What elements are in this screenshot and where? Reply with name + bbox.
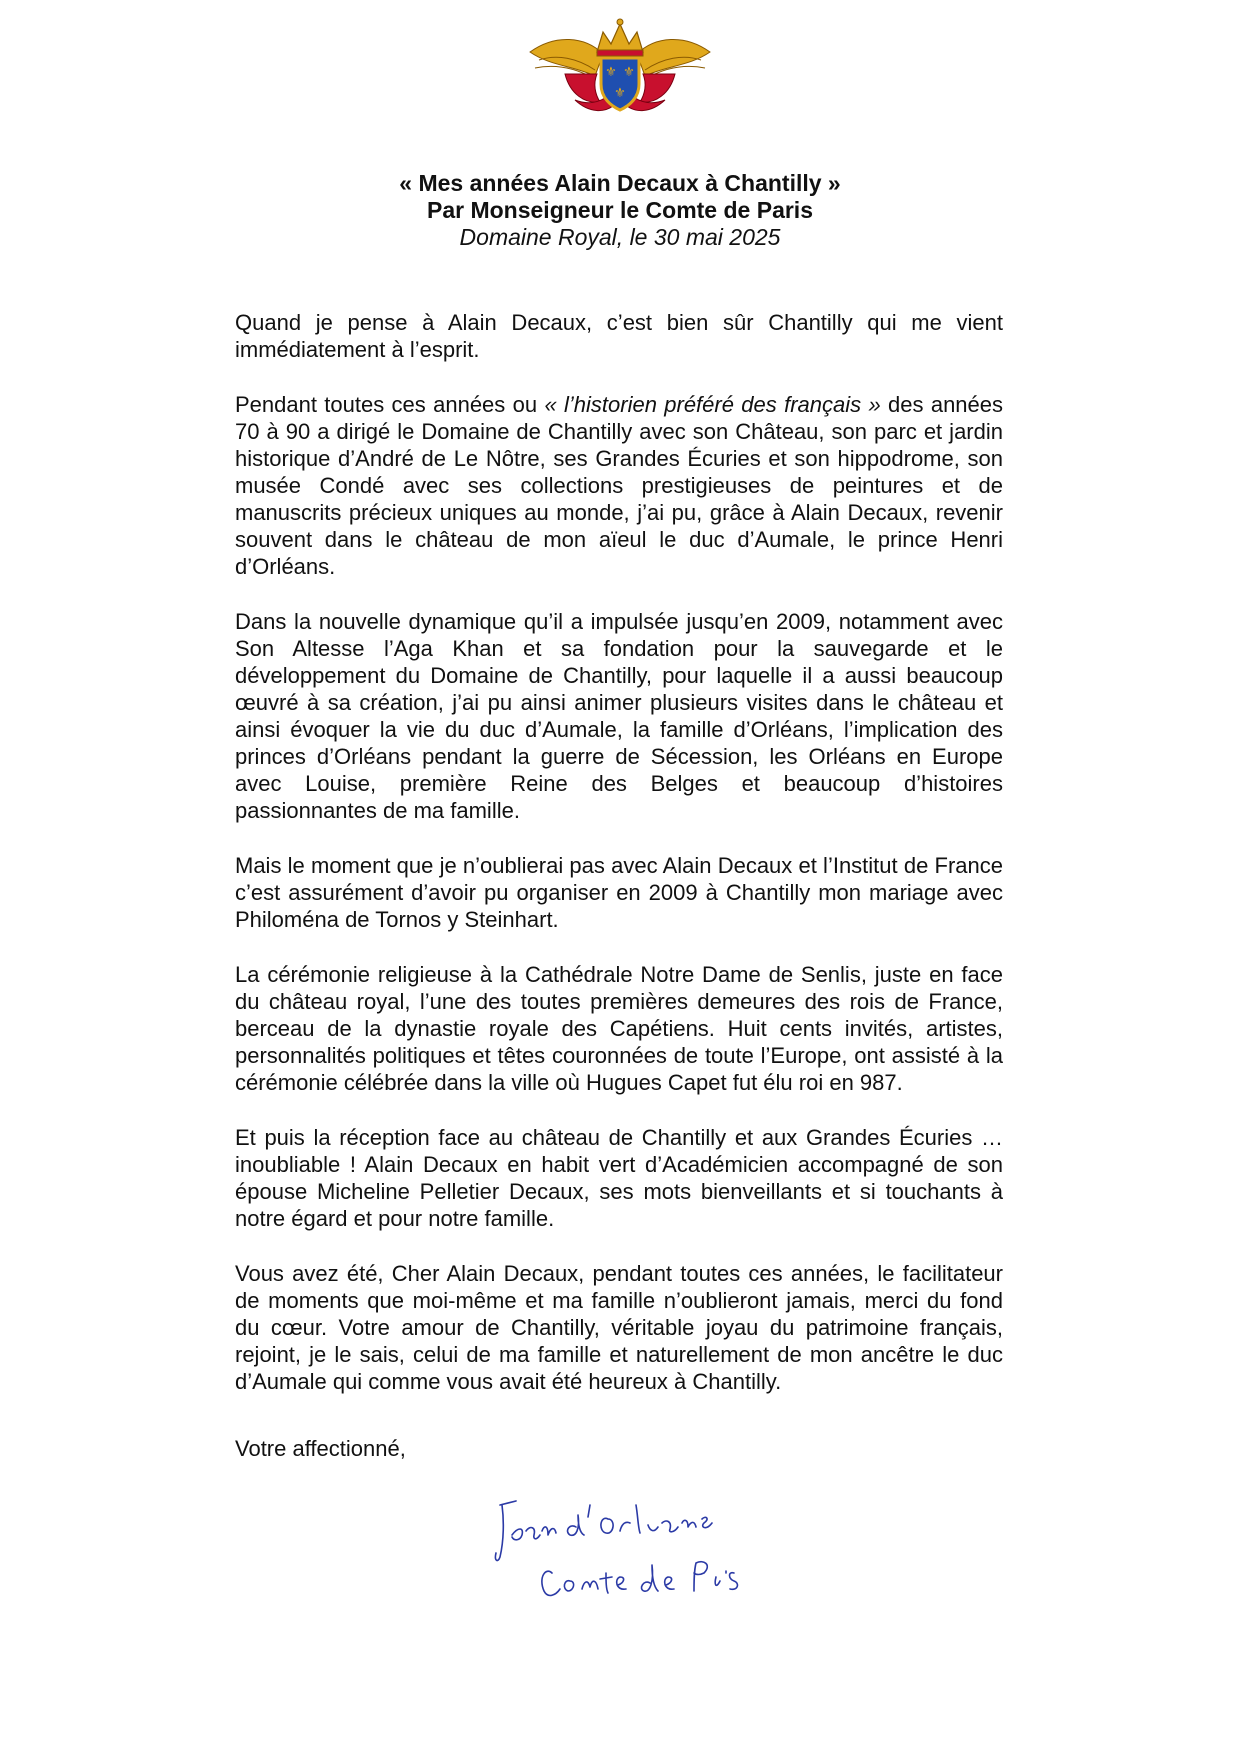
paragraph-3: Dans la nouvelle dynamique qu’il a impulsée jusqu’en 2009, notamment avec Son Altesse l’Aga Khan et sa fondation pour la sauvegarde et le développement du Domaine de Chantilly, pour laquelle il a aussi beaucoup œuvré à sa création, j’ai pu ainsi animer plusieurs visites dans le château et ainsi évoquer la vie du duc d’Aumale, la famille d’Orléans, l’implication des princes d’Orléans pendant la guerre de Sécession, les Orléans en Europe avec Louise, première Reine des Belges et beaucoup d’histoires passionnantes de ma famille. xyxy=(235,609,1003,823)
handwritten-signature xyxy=(490,1465,770,1615)
paragraph-2-text-end: des années 70 à 90 a dirigé le Domaine de Chantilly avec son Château, son parc et jardin historique d’André de Le Nôtre, ses Grandes Écuries et son hippodrome, son musée Condé avec ses collections prestigieuses de peintures et de manuscrits précieux uniques au monde, j’ai pu, grâce à Alain Decaux, revenir souvent dans le château de mon aïeul le duc d’Aumale, le prince Henri d’Orléans. xyxy=(235,392,1004,579)
historian-quote: « l’historien préféré des français » xyxy=(544,392,881,417)
letter-title: « Mes années Alain Decaux à Chantilly » xyxy=(399,170,841,196)
paragraph-4: Mais le moment que je n’oublierai pas avec Alain Decaux et l’Institut de France c’est assurément d’avoir pu organiser en 2009 à Chantilly mon mariage avec Philoména de Tornos y Steinhart. xyxy=(235,853,1003,932)
letter-header xyxy=(0,170,1240,251)
royal-coat-of-arms-icon xyxy=(525,14,715,119)
svg-text:⚜: ⚜ xyxy=(614,86,626,101)
paragraph-2 xyxy=(235,391,1003,580)
letter-dateline: Domaine Royal, le 30 mai 2025 xyxy=(459,224,781,250)
paragraph-7: Vous avez été, Cher Alain Decaux, pendant toutes ces années, le facilitateur de moments que moi-même et ma famille n’oublieront jamais, merci du fond du cœur. Votre amour de Chantilly, véritable joyau du patrimoine français, rejoint, je le sais, celui de ma famille et naturellement de mon ancêtre le duc d’Aumale qui comme vous avait été heureux à Chantilly. xyxy=(235,1261,1003,1394)
paragraph-5: La cérémonie religieuse à la Cathédrale Notre Dame de Senlis, juste en face du château royal, l’une des toutes premières demeures des rois de France, berceau de la dynastie royale des Capétiens. Huit cents invités, artistes, personnalités politiques et têtes couronnées de toute l’Europe, ont assisté à la cérémonie célébrée dans la ville où Hugues Capet fut élu roi en 987. xyxy=(235,962,1003,1095)
letter-author: Par Monseigneur le Comte de Paris xyxy=(426,197,813,223)
paragraph-2-text-start: Pendant toutes ces années ou xyxy=(235,392,545,417)
letter-body xyxy=(235,309,1003,1423)
svg-text:⚜: ⚜ xyxy=(605,65,617,80)
letter-closing: Votre affectionné, xyxy=(235,1436,406,1461)
paragraph-1: Quand je pense à Alain Decaux, c’est bien sûr Chantilly qui me vient immédiatement à l’esprit. xyxy=(235,310,1003,362)
svg-text:⚜: ⚜ xyxy=(623,65,635,80)
paragraph-6: Et puis la réception face au château de Chantilly et aux Grandes Écuries … inoubliable ! Alain Decaux en habit vert d’Académicien accompagné de son épouse Micheline Pelletier Decaux, ses mots bienveillants et si touchants à notre égard et pour notre famille. xyxy=(235,1125,1003,1231)
